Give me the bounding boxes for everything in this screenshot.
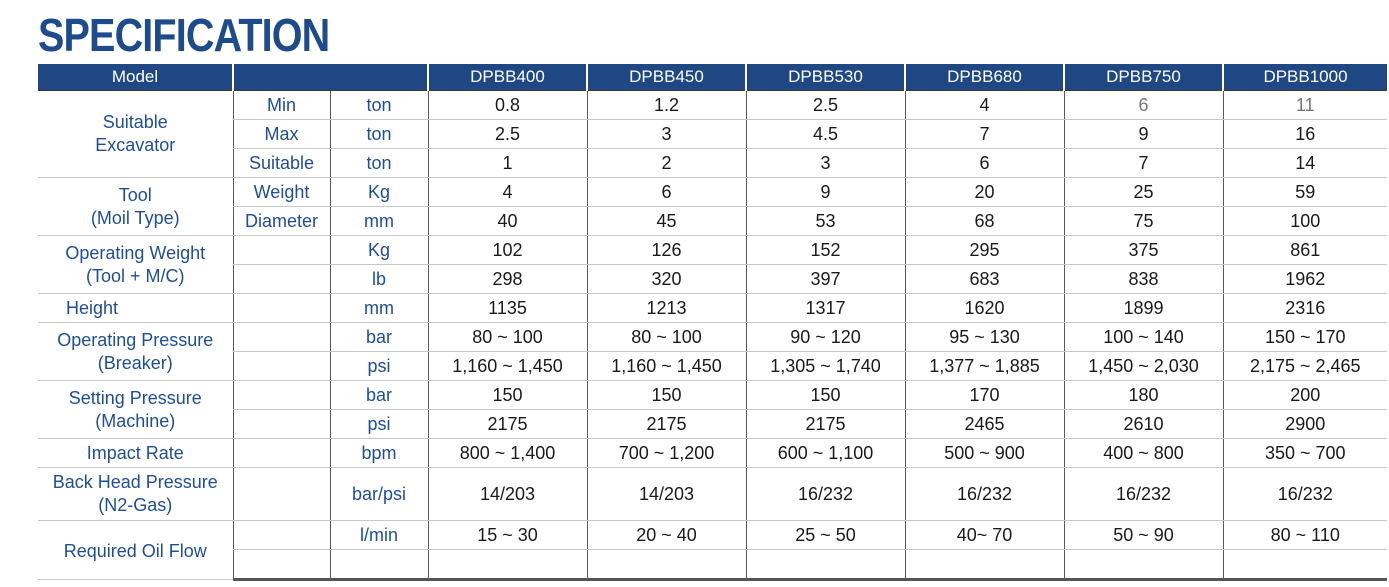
table-row — [38, 207, 1387, 236]
unit-cell: bar — [330, 381, 428, 410]
table-row — [38, 294, 1387, 323]
value-cell: 59 — [1223, 178, 1387, 207]
unit-cell: mm — [330, 207, 428, 236]
value-cell: 1,377 ~ 1,885 — [905, 352, 1064, 381]
model-column-header: DPBB530 — [746, 64, 905, 91]
label-line: (Machine) — [95, 410, 176, 431]
value-cell: 298 — [428, 265, 587, 294]
blank-header — [233, 64, 428, 91]
table-row — [38, 381, 1387, 410]
table-row — [38, 468, 1387, 521]
value-cell: 16/232 — [746, 468, 905, 521]
empty-cell — [587, 550, 746, 580]
empty-cell — [1223, 550, 1387, 580]
row-label-suitable-excavator — [38, 91, 233, 178]
value-cell: 9 — [1064, 120, 1223, 149]
value-cell: 9 — [746, 178, 905, 207]
value-cell: 1,160 ~ 1,450 — [428, 352, 587, 381]
label-line: (N2-Gas) — [98, 495, 173, 515]
value-cell: 6 — [587, 178, 746, 207]
unit-cell: lb — [330, 265, 428, 294]
value-cell: 80 ~ 110 — [1223, 521, 1387, 550]
sub-label: Diameter — [233, 207, 330, 236]
value-cell: 75 — [1064, 207, 1223, 236]
sub-label: Suitable — [233, 149, 330, 178]
value-cell: 400 ~ 800 — [1064, 439, 1223, 468]
empty-cell — [1064, 550, 1223, 580]
row-label-impact-rate: Impact Rate — [38, 439, 233, 468]
value-cell: 45 — [587, 207, 746, 236]
value-cell: 15 ~ 30 — [428, 521, 587, 550]
value-cell: 320 — [587, 265, 746, 294]
value-cell: 11 — [1223, 91, 1387, 120]
value-cell: 80 ~ 100 — [428, 323, 587, 352]
model-column-header: DPBB750 — [1064, 64, 1223, 91]
value-cell: 2175 — [428, 410, 587, 439]
table-row — [38, 410, 1387, 439]
value-cell: 1,305 ~ 1,740 — [746, 352, 905, 381]
value-cell: 4.5 — [746, 120, 905, 149]
unit-cell: ton — [330, 149, 428, 178]
value-cell: 150 ~ 170 — [1223, 323, 1387, 352]
table-row — [38, 120, 1387, 149]
value-cell: 600 ~ 1,100 — [746, 439, 905, 468]
value-cell: 2610 — [1064, 410, 1223, 439]
value-cell: 683 — [905, 265, 1064, 294]
row-label-tool — [38, 178, 233, 236]
value-cell: 14/203 — [587, 468, 746, 521]
unit-cell: psi — [330, 410, 428, 439]
value-cell: 500 ~ 900 — [905, 439, 1064, 468]
value-cell: 1899 — [1064, 294, 1223, 323]
value-cell: 16 — [1223, 120, 1387, 149]
sub-label: Min — [233, 91, 330, 120]
value-cell: 14/203 — [428, 468, 587, 521]
value-cell: 1213 — [587, 294, 746, 323]
value-cell: 40 — [428, 207, 587, 236]
value-cell: 2.5 — [428, 120, 587, 149]
value-cell: 170 — [905, 381, 1064, 410]
table-row — [38, 323, 1387, 352]
value-cell: 700 ~ 1,200 — [587, 439, 746, 468]
value-cell: 0.8 — [428, 91, 587, 120]
label-line: Required Oil Flow — [63, 541, 207, 561]
value-cell: 102 — [428, 236, 587, 265]
value-cell: 1620 — [905, 294, 1064, 323]
empty-cell — [428, 550, 587, 580]
unit-cell: bpm — [330, 439, 428, 468]
value-cell: 95 ~ 130 — [905, 323, 1064, 352]
empty-cell — [233, 381, 330, 410]
page-title: SPECIFICATION — [38, 9, 330, 61]
model-column-header: DPBB680 — [905, 64, 1064, 91]
value-cell: 1,160 ~ 1,450 — [587, 352, 746, 381]
unit-cell: ton — [330, 91, 428, 120]
label-line: Operating Weight — [65, 242, 206, 263]
label-line: (Tool + M/C) — [85, 265, 185, 286]
value-cell: 2316 — [1223, 294, 1387, 323]
value-cell: 3 — [587, 120, 746, 149]
unit-cell: Kg — [330, 236, 428, 265]
table-row — [38, 149, 1387, 178]
value-cell: 2 — [587, 149, 746, 178]
empty-cell — [233, 439, 330, 468]
label-line: (Breaker) — [97, 352, 173, 373]
unit-cell: psi — [330, 352, 428, 381]
label-line: Operating Pressure — [57, 329, 214, 350]
value-cell: 100 ~ 140 — [1064, 323, 1223, 352]
empty-cell — [233, 468, 330, 521]
model-header: Model — [38, 64, 233, 91]
empty-cell — [233, 323, 330, 352]
table-row — [38, 352, 1387, 381]
row-label-back-head-pressure — [38, 468, 233, 521]
value-cell: 350 ~ 700 — [1223, 439, 1387, 468]
empty-cell — [233, 265, 330, 294]
table-row — [38, 550, 1387, 580]
empty-cell — [233, 236, 330, 265]
value-cell: 20 ~ 40 — [587, 521, 746, 550]
model-column-header: DPBB400 — [428, 64, 587, 91]
empty-cell — [233, 352, 330, 381]
unit-cell: bar/psi — [330, 468, 428, 521]
empty-cell — [233, 550, 330, 580]
value-cell: 14 — [1223, 149, 1387, 178]
value-cell: 2465 — [905, 410, 1064, 439]
model-column-header: DPBB1000 — [1223, 64, 1387, 91]
value-cell: 397 — [746, 265, 905, 294]
value-cell: 200 — [1223, 381, 1387, 410]
unit-cell: Kg — [330, 178, 428, 207]
value-cell: 4 — [905, 91, 1064, 120]
table-row — [38, 236, 1387, 265]
value-cell: 20 — [905, 178, 1064, 207]
row-label-height: Height — [38, 294, 233, 323]
value-cell: 6 — [905, 149, 1064, 178]
value-cell: 375 — [1064, 236, 1223, 265]
value-cell: 800 ~ 1,400 — [428, 439, 587, 468]
value-cell: 295 — [905, 236, 1064, 265]
label-line: (Moil Type) — [90, 207, 180, 228]
unit-cell: ton — [330, 120, 428, 149]
value-cell: 838 — [1064, 265, 1223, 294]
row-label-operating-pressure — [38, 323, 233, 381]
value-cell: 68 — [905, 207, 1064, 236]
value-cell: 40~ 70 — [905, 521, 1064, 550]
row-label-required-oil-flow — [38, 521, 233, 580]
empty-cell — [233, 521, 330, 550]
value-cell: 180 — [1064, 381, 1223, 410]
label-line: Tool — [118, 184, 152, 205]
value-cell: 80 ~ 100 — [587, 323, 746, 352]
value-cell: 100 — [1223, 207, 1387, 236]
unit-cell: mm — [330, 294, 428, 323]
value-cell: 1135 — [428, 294, 587, 323]
label-line: Setting Pressure — [68, 387, 202, 408]
value-cell: 861 — [1223, 236, 1387, 265]
model-column-header: DPBB450 — [587, 64, 746, 91]
empty-cell — [330, 550, 428, 580]
value-cell: 126 — [587, 236, 746, 265]
value-cell: 90 ~ 120 — [746, 323, 905, 352]
value-cell: 1962 — [1223, 265, 1387, 294]
value-cell: 25 — [1064, 178, 1223, 207]
sub-label: Max — [233, 120, 330, 149]
label-line: Excavator — [95, 135, 176, 155]
value-cell: 1 — [428, 149, 587, 178]
value-cell: 16/232 — [1223, 468, 1387, 521]
value-cell: 6 — [1064, 91, 1223, 120]
table-row — [38, 521, 1387, 550]
value-cell: 16/232 — [1064, 468, 1223, 521]
value-cell: 2,175 ~ 2,465 — [1223, 352, 1387, 381]
empty-cell — [233, 294, 330, 323]
table-row — [38, 178, 1387, 207]
value-cell: 150 — [428, 381, 587, 410]
unit-cell: l/min — [330, 521, 428, 550]
value-cell: 152 — [746, 236, 905, 265]
table-row — [38, 265, 1387, 294]
value-cell: 3 — [746, 149, 905, 178]
value-cell: 2.5 — [746, 91, 905, 120]
value-cell: 2900 — [1223, 410, 1387, 439]
value-cell: 1317 — [746, 294, 905, 323]
empty-cell — [233, 410, 330, 439]
empty-cell — [905, 550, 1064, 580]
table-row — [38, 91, 1387, 120]
table-row — [38, 439, 1387, 468]
header-row — [38, 64, 1387, 91]
specification-table — [38, 64, 1387, 581]
value-cell: 1,450 ~ 2,030 — [1064, 352, 1223, 381]
value-cell: 2175 — [746, 410, 905, 439]
value-cell: 150 — [587, 381, 746, 410]
unit-cell: bar — [330, 323, 428, 352]
row-label-setting-pressure — [38, 381, 233, 439]
label-line: Suitable — [102, 112, 168, 132]
sub-label: Weight — [233, 178, 330, 207]
value-cell: 7 — [1064, 149, 1223, 178]
value-cell: 7 — [905, 120, 1064, 149]
label-line: Back Head Pressure — [52, 472, 218, 492]
value-cell: 2175 — [587, 410, 746, 439]
value-cell: 25 ~ 50 — [746, 521, 905, 550]
value-cell: 1.2 — [587, 91, 746, 120]
value-cell: 53 — [746, 207, 905, 236]
empty-cell — [746, 550, 905, 580]
value-cell: 16/232 — [905, 468, 1064, 521]
value-cell: 50 ~ 90 — [1064, 521, 1223, 550]
value-cell: 4 — [428, 178, 587, 207]
value-cell: 150 — [746, 381, 905, 410]
row-label-operating-weight — [38, 236, 233, 294]
